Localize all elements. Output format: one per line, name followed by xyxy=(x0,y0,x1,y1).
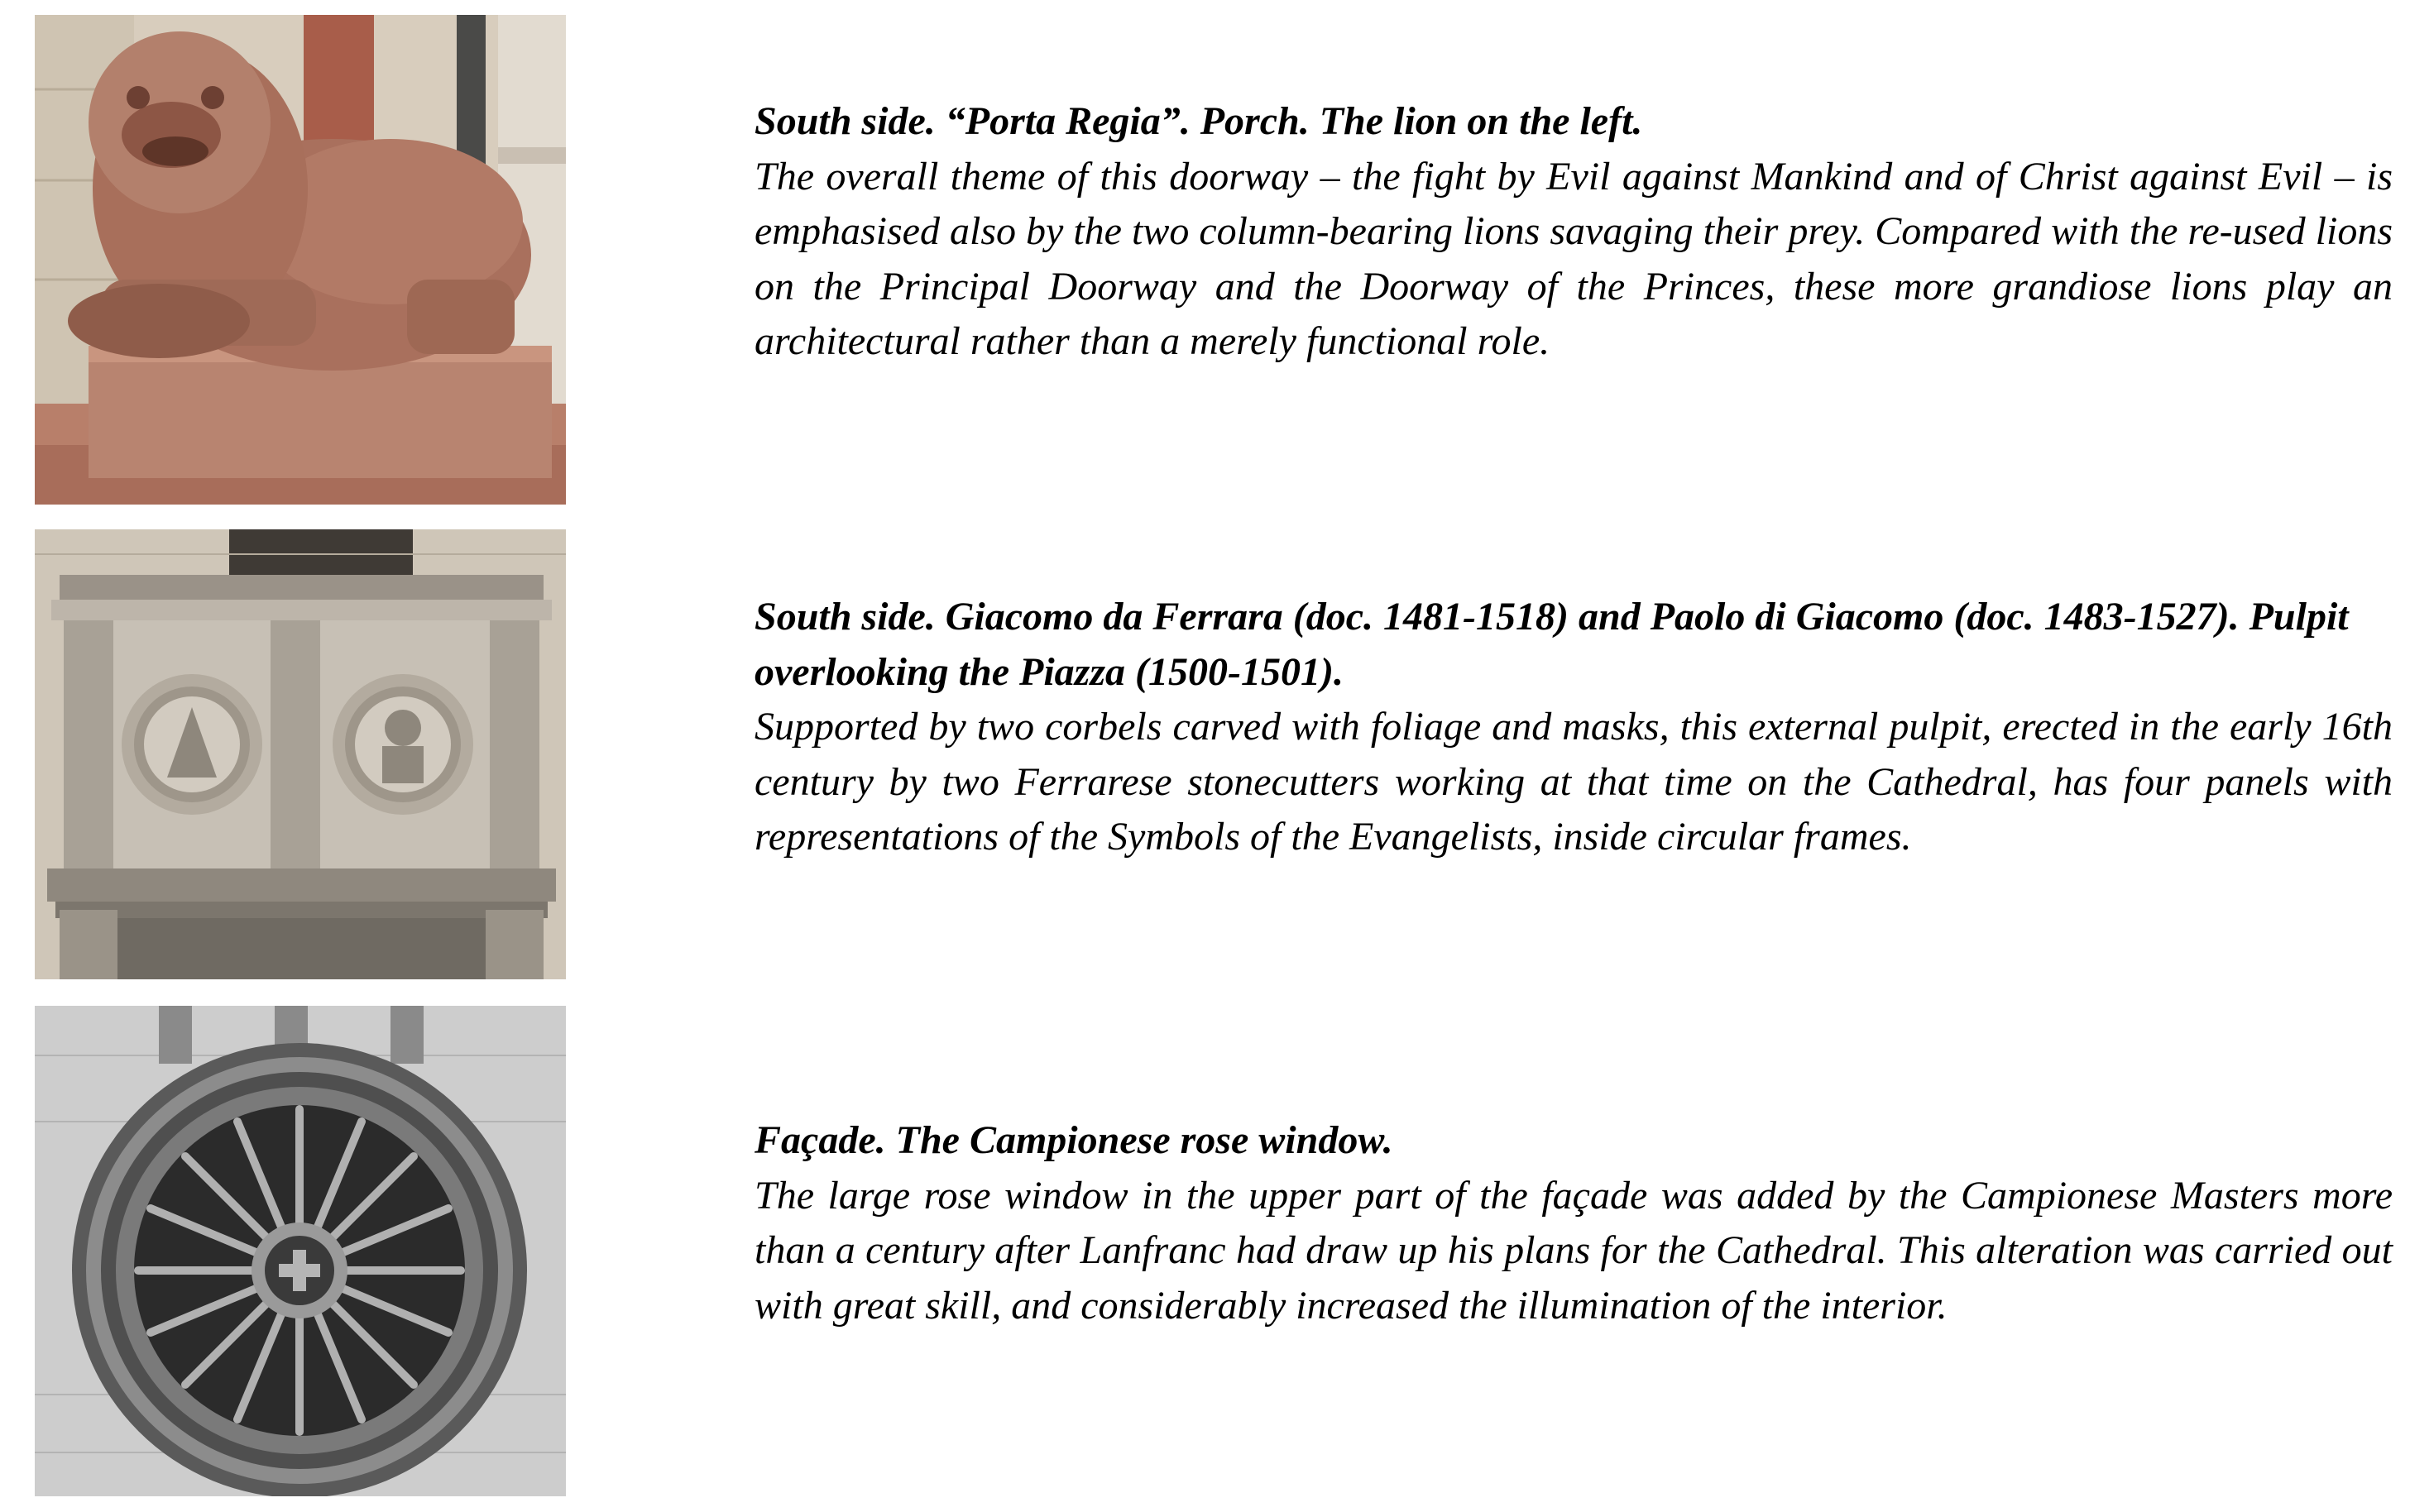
entry-heading: Façade. The Campionese rose window. xyxy=(755,1118,1393,1162)
entry-body: The overall theme of this doorway – the fight by Evil against Mankind and of Christ against Evil – is emphasised also by the two column-bearing lions savaging their prey. Compared with the re-used lions on the Principal Doorway and the Doorway of the Princes, these more grandiose lions play an architectural rather than a merely functional role. xyxy=(755,154,2393,363)
external-pulpit-photo xyxy=(35,529,566,979)
entry xyxy=(755,590,2393,865)
entry-body: The large rose window in the upper part of the façade was added by the Campionese Masters more than a century after Lanfranc had draw up his plans for the Cathedral. This alteration was carried out with great skill, and considerably increased the illumination of the interior. xyxy=(755,1173,2393,1328)
entry-heading: South side. “Porta Regia”. Porch. The lion on the left. xyxy=(755,99,1643,143)
rose-window-photo xyxy=(35,1006,566,1496)
entry xyxy=(755,94,2393,370)
entry-heading: South side. Giacomo da Ferrara (doc. 1481-1518) and Paolo di Giacomo (doc. 1483-1527). Pulpit overlooking the Piazza (1500-1501). xyxy=(755,595,2349,694)
entry xyxy=(755,1113,2393,1333)
stone-lion-photo xyxy=(35,15,566,505)
entry-body: Supported by two corbels carved with foliage and masks, this external pulpit, erected in the early 16th century by two Ferrarese stonecutters working at that time on the Cathedral, has four panels with representations of the Symbols of the Evangelists, inside circular frames. xyxy=(755,705,2393,859)
